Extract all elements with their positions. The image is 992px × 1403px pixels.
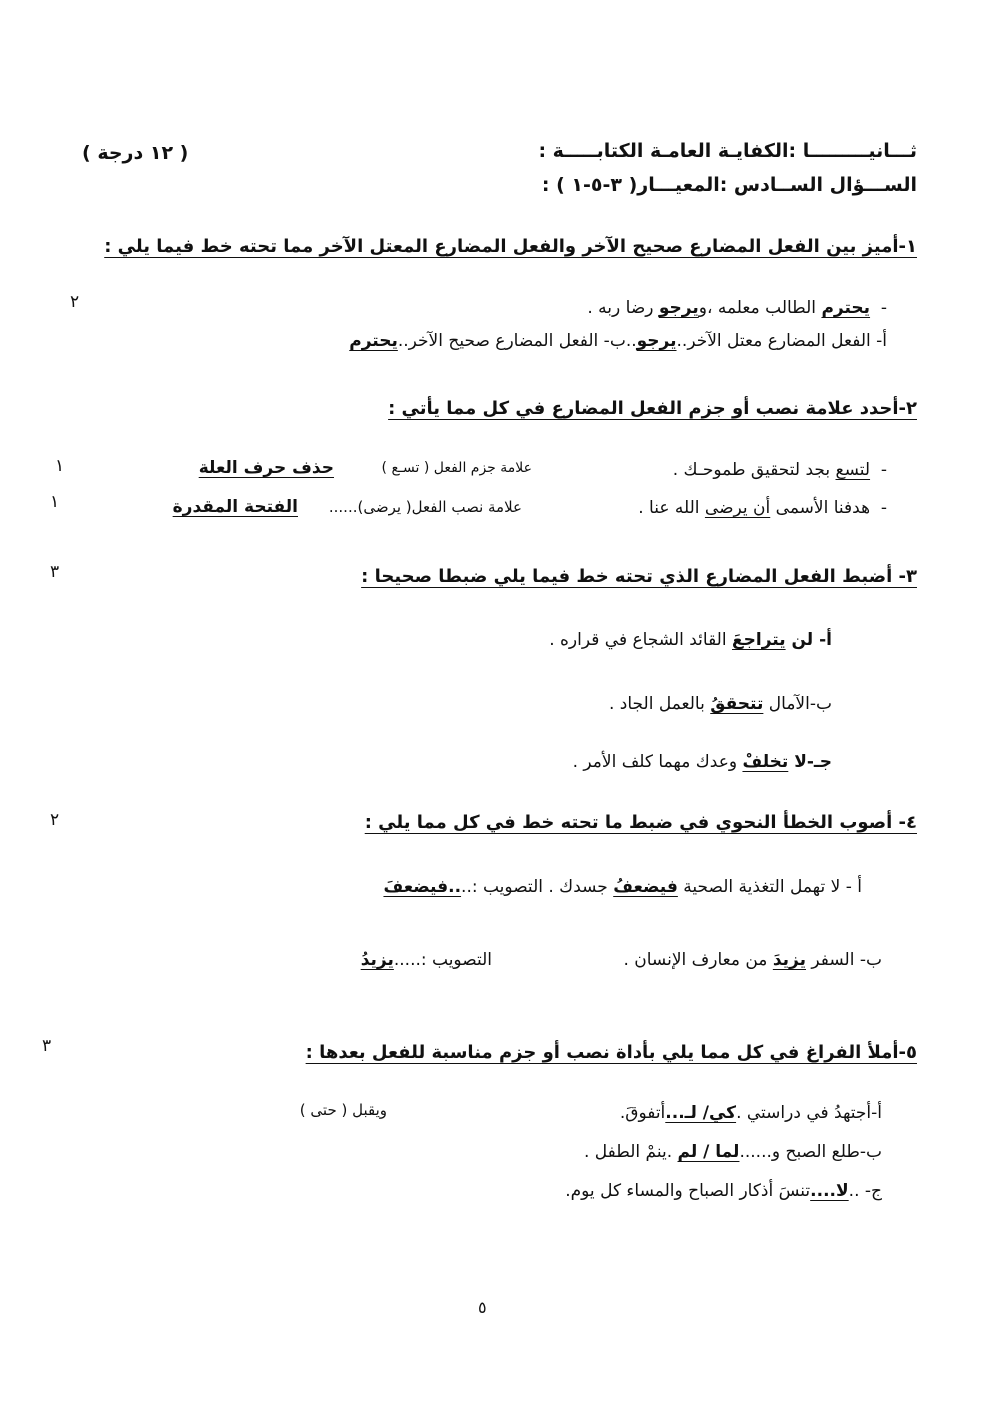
q4-b-pre: ب- السفر bbox=[806, 950, 882, 970]
q1-answer-1: يرجو bbox=[636, 331, 677, 351]
q2-row1-mark: ١ bbox=[55, 456, 65, 476]
q5-c bbox=[565, 1181, 882, 1201]
q5-note: ويقبل ( حتى ) bbox=[299, 1101, 387, 1119]
q4-b-rest: من معارف الإنسان . bbox=[623, 950, 773, 970]
q3-c-word: تخلفْ bbox=[742, 752, 789, 772]
q1-word-2: يرجو bbox=[658, 298, 699, 318]
q4-b-answer: يزيدُ bbox=[360, 950, 394, 970]
q2-row1-answer: حذف حرف العلة bbox=[198, 458, 334, 478]
q2-row1-word: لتسع bbox=[835, 460, 871, 480]
q2-row1-label: علامة جزم الفعل ( تسـع ) bbox=[381, 460, 532, 476]
q5-c-answer: لا.... bbox=[810, 1181, 849, 1201]
q4-a-answer: ..فيضعفَ bbox=[383, 877, 462, 897]
q5-b-pre: ب-طلع الصبح و...... bbox=[739, 1142, 882, 1162]
q4-a bbox=[383, 877, 862, 897]
q3-a-rest: القائد الشجاع في قراره . bbox=[549, 630, 732, 650]
q2-row1-sentence bbox=[673, 460, 887, 480]
q2-row2-mark: ١ bbox=[50, 492, 60, 512]
page-number: ٥ bbox=[478, 1298, 487, 1317]
q2-row2-word: أن يرضى bbox=[704, 498, 771, 518]
q5-a bbox=[620, 1103, 882, 1123]
q4-mark: ٢ bbox=[50, 810, 60, 830]
q3-c bbox=[573, 752, 832, 772]
q4-b-word: يزيدَ bbox=[772, 950, 806, 970]
q3-c-pre: جـ-لا bbox=[788, 752, 832, 772]
q2-row2-pre: هدفنا الأسمى bbox=[770, 498, 871, 518]
q3-a-pre: أ- لن bbox=[785, 630, 832, 650]
q5-b-answer: لما / لم bbox=[677, 1142, 740, 1162]
q5-a-rest: أتفوقَ. bbox=[619, 1103, 666, 1123]
q4-a-pre: أ - لا تهمل التغذية الصحية bbox=[677, 877, 862, 897]
q1-answer bbox=[349, 331, 887, 351]
q3-a-word: يتراجعَ bbox=[732, 630, 786, 650]
q4-a-word: فيضعفُ bbox=[613, 877, 678, 897]
q4-a-rest: جسدك . التصويب :.. bbox=[461, 877, 614, 897]
q3-b-pre: ب-الآمال bbox=[763, 694, 832, 714]
q5-mark: ٣ bbox=[42, 1036, 52, 1056]
q3-b bbox=[609, 694, 832, 714]
q3-a bbox=[549, 630, 832, 650]
q2-row2-dash: - bbox=[880, 498, 887, 518]
q2-row2-rest: الله عنا . bbox=[638, 498, 705, 518]
q5-title: ٥-أملأ الفراغ في كل مما يلي بأداة نصب أو جزم مناسبة للفعل بعدها : bbox=[305, 1042, 917, 1063]
q1-answer-mid: ..ب- الفعل المضارع صحيح الآخر.. bbox=[397, 331, 637, 351]
q4-b-label bbox=[361, 950, 492, 970]
grade-label: ( ١٢ درجة ) bbox=[82, 142, 189, 164]
q5-b bbox=[584, 1142, 882, 1162]
q5-c-rest: تنسَ أذكار الصباح والمساء كل يوم. bbox=[565, 1181, 811, 1201]
q1-answer-prefix: أ- الفعل المضارع معتل الآخر.. bbox=[676, 331, 887, 351]
q4-b-label-text: التصويب :..... bbox=[393, 950, 492, 970]
q1-mid-1: الطالب معلمه ،و bbox=[698, 298, 822, 318]
q4-title: ٤- أصوب الخطأ النحوي في ضبط ما تحته خط في كل مما يلي : bbox=[364, 812, 917, 833]
q2-row2-sentence bbox=[638, 498, 887, 518]
q1-dash: - bbox=[880, 298, 887, 318]
q3-c-rest: وعدك مهما كلف الأمر . bbox=[572, 752, 743, 772]
q5-a-pre: أ-أجتهدُ في دراستي . bbox=[736, 1103, 882, 1123]
q3-mark: ٣ bbox=[50, 562, 60, 582]
q1-word-1: يحترم bbox=[821, 298, 871, 318]
question-title: الســـؤال الســادس :المعيـــار( ٣-٥-١ ) : bbox=[541, 174, 917, 196]
q2-row2-answer: الفتحة المقدرة bbox=[172, 497, 298, 517]
q1-answer-2: يحترم bbox=[349, 331, 398, 351]
q1-mark: ٢ bbox=[70, 292, 80, 312]
q5-c-pre: ج- .. bbox=[848, 1181, 882, 1201]
section-title: ثـــانيـــــــــا :الكفايـة العامـة الكتابـــــة : bbox=[538, 140, 917, 162]
q3-b-word: تتحققُ bbox=[710, 694, 764, 714]
q5-b-rest: .ينمْ الطفل . bbox=[583, 1142, 678, 1162]
q3-title: ٣- أضبط الفعل المضارع الذي تحته خط فيما يلي ضبطا صحيحا : bbox=[361, 566, 917, 587]
q2-row1-rest: بجد لتحقيق طموحـك . bbox=[672, 460, 836, 480]
q2-row2-label: علامة نصب الفعل( يرضى)...... bbox=[328, 498, 522, 516]
q1-title: ١-أميز بين الفعل المضارع صحيح الآخر والفعل المضارع المعتل الآخر مما تحته خط فيما يلي : bbox=[104, 236, 917, 257]
q1-mid-2: رضا ربه . bbox=[587, 298, 659, 318]
q2-title: ٢-أحدد علامة نصب أو جزم الفعل المضارع في كل مما يأتي : bbox=[388, 398, 917, 419]
q4-b bbox=[623, 950, 882, 970]
q5-a-answer: كي/ لـ... bbox=[665, 1103, 737, 1123]
q1-sentence bbox=[587, 298, 887, 318]
q2-row1-dash: - bbox=[880, 460, 887, 480]
q3-b-rest: بالعمل الجاد . bbox=[609, 694, 711, 714]
